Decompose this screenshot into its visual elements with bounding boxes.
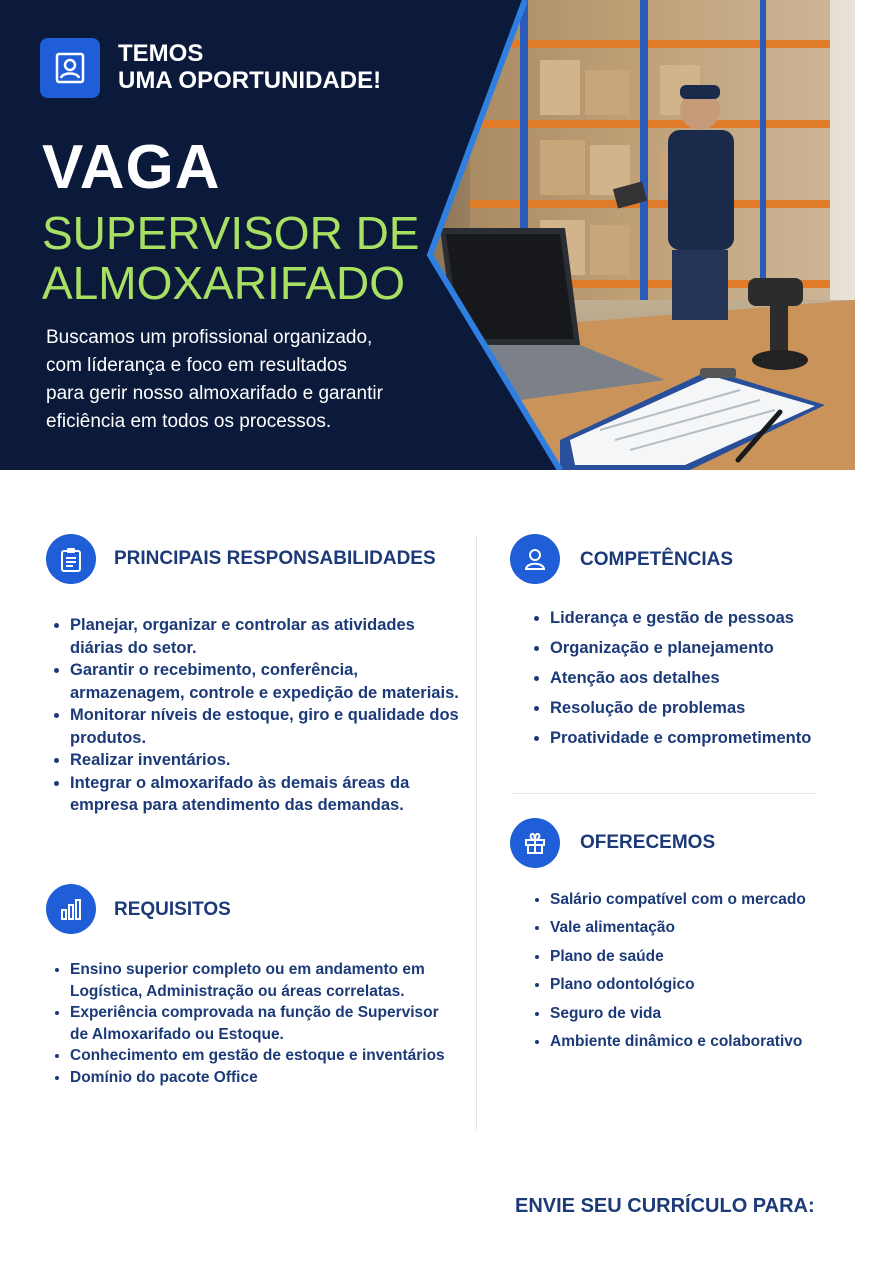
benefits-icon-circle bbox=[510, 818, 560, 868]
list-item: • Ambiente dinâmico e colaborativo bbox=[550, 1028, 870, 1056]
list-item: • Conhecimento em gestão de estoque e inventários bbox=[70, 1045, 450, 1067]
requirements-icon-circle bbox=[46, 884, 96, 934]
competencies-icon-circle bbox=[510, 534, 560, 584]
list-item: • Atenção aos detalhes bbox=[550, 663, 870, 693]
list-item: • Salário compatível com o mercado bbox=[550, 886, 870, 914]
badge-line-2: UMA OPORTUNIDADE! bbox=[118, 67, 382, 94]
list-item: • Realizar inventários. bbox=[70, 749, 460, 772]
list-item: • Proatividade e comprometimento bbox=[550, 723, 870, 753]
intro-line: eficiência em todos os processos. bbox=[46, 411, 332, 432]
list-item: • Organização e planejamento bbox=[550, 633, 870, 663]
responsibilities-icon-circle bbox=[46, 534, 96, 584]
person-icon bbox=[523, 547, 547, 571]
responsibilities-title: PRINCIPAIS RESPONSABILIDADES bbox=[114, 548, 436, 569]
intro-line: para gerir nosso almoxarifado e garantir bbox=[46, 383, 383, 404]
requirements-list bbox=[52, 959, 450, 1088]
competencies-list bbox=[532, 603, 870, 753]
list-item: • Ensino superior completo ou em andamento em Logística, Administração ou áreas correlatas. bbox=[70, 959, 450, 1002]
column-divider bbox=[476, 535, 477, 1130]
list-item: • Seguro de vida bbox=[550, 1000, 870, 1028]
list-item: • Plano odontológico bbox=[550, 971, 870, 999]
clipboard-icon bbox=[59, 547, 83, 573]
user-card-icon bbox=[54, 51, 86, 85]
list-item: • Liderança e gestão de pessoas bbox=[550, 603, 870, 633]
opportunity-badge-text bbox=[118, 40, 381, 94]
benefits-list bbox=[532, 886, 870, 1056]
job-title bbox=[42, 208, 419, 308]
list-item: • Vale alimentação bbox=[550, 914, 870, 942]
list-item: • Planejar, organizar e controlar as atividades diárias do setor. bbox=[70, 614, 460, 659]
list-item: • Resolução de problemas bbox=[550, 693, 870, 723]
list-item: • Monitorar níveis de estoque, giro e qualidade dos produtos. bbox=[70, 704, 460, 749]
competencies-title: COMPETÊNCIAS bbox=[580, 549, 734, 570]
list-item: • Domínio do pacote Office bbox=[70, 1067, 450, 1089]
section-divider bbox=[512, 793, 817, 794]
intro-line: Buscamos um profissional organizado, bbox=[46, 327, 373, 348]
list-item: • Garantir o recebimento, conferência, armazenagem, controle e expedição de materiais. bbox=[70, 659, 460, 704]
hero-banner bbox=[0, 0, 855, 470]
list-item: • Experiência comprovada na função de Supervisor de Almoxarifado ou Estoque. bbox=[70, 1002, 450, 1045]
intro-line: com líderança e foco em resultados bbox=[46, 355, 347, 376]
intro-paragraph bbox=[46, 324, 446, 436]
gift-icon bbox=[523, 831, 547, 855]
bar-chart-icon bbox=[59, 897, 83, 921]
responsibilities-list bbox=[52, 614, 460, 817]
job-title-line-1: SUPERVISOR DE bbox=[42, 207, 420, 259]
requirements-title: REQUISITOS bbox=[114, 899, 231, 920]
benefits-title: OFERECEMOS bbox=[580, 832, 716, 853]
job-title-line-2: ALMOXARIFADO bbox=[42, 257, 405, 309]
send-resume-cta: ENVIE SEU CURRÍCULO PARA: bbox=[515, 1195, 815, 1217]
vaga-heading: VAGA bbox=[42, 133, 221, 202]
badge-icon-box bbox=[40, 38, 100, 98]
badge-line-1: TEMOS bbox=[118, 40, 204, 67]
list-item: • Plano de saúde bbox=[550, 943, 870, 971]
list-item: • Integrar o almoxarifado às demais áreas da empresa para atendimento das demandas. bbox=[70, 772, 460, 817]
